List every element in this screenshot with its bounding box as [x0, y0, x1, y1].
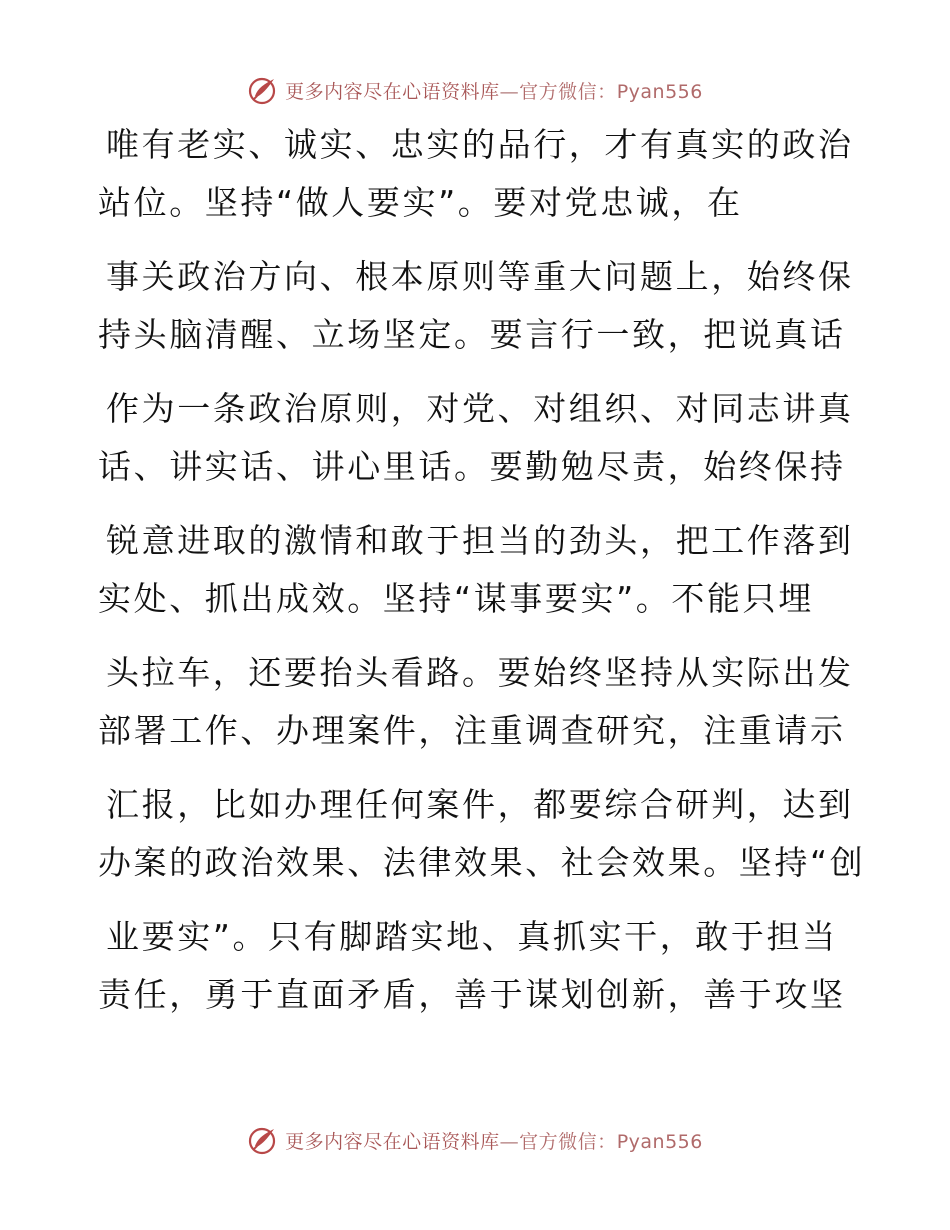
text-line-4: 持头脑清醒、立场坚定。要言行一致，把说真话: [98, 315, 846, 354]
text-line-13: 业要实”。只有脚踏实地、真抓实干，敢于担当: [106, 917, 838, 956]
text-line-12: 办案的政治效果、法律效果、社会效果。坚持“创: [98, 843, 866, 882]
pen-logo-icon: [247, 1124, 279, 1156]
text-line-8: 实处、抓出成效。坚持“谋事要实”。不能只埋: [98, 579, 814, 618]
text-line-14: 责任，勇于直面矛盾，善于谋划创新，善于攻坚: [98, 975, 846, 1014]
watermark-main: 更多内容尽在心语资料库: [285, 1130, 500, 1153]
text-line-6: 话、讲实话、讲心里话。要勤勉尽责，始终保持: [98, 447, 846, 486]
watermark-main: 更多内容尽在心语资料库: [285, 80, 500, 103]
footer-watermark: [0, 1120, 950, 1160]
text-line-3: 事关政治方向、根本原则等重大问题上，始终保: [106, 257, 854, 296]
watermark-separator: —: [499, 80, 520, 103]
watermark-separator: —: [499, 1130, 520, 1153]
watermark-text: [285, 1127, 703, 1154]
watermark-id: Pyan556: [616, 80, 703, 103]
text-line-11: 汇报，比如办理任何案件，都要综合研判，达到: [106, 785, 854, 824]
text-line-5: 作为一条政治原则，对党、对组织、对同志讲真: [106, 389, 854, 428]
watermark-label: 官方微信：: [519, 80, 617, 103]
text-line-2: 站位。坚持“做人要实”。要对党忠诚，在: [98, 183, 743, 222]
watermark-id: Pyan556: [616, 1130, 703, 1153]
text-line-7: 锐意进取的激情和敢于担当的劲头，把工作落到: [106, 521, 854, 560]
text-line-10: 部署工作、办理案件，注重调查研究，注重请示: [98, 711, 846, 750]
text-line-1: 唯有老实、诚实、忠实的品行，才有真实的政治: [106, 125, 854, 164]
watermark-label: 官方微信：: [519, 1130, 617, 1153]
text-line-9: 头拉车，还要抬头看路。要始终坚持从实际出发: [106, 653, 854, 692]
